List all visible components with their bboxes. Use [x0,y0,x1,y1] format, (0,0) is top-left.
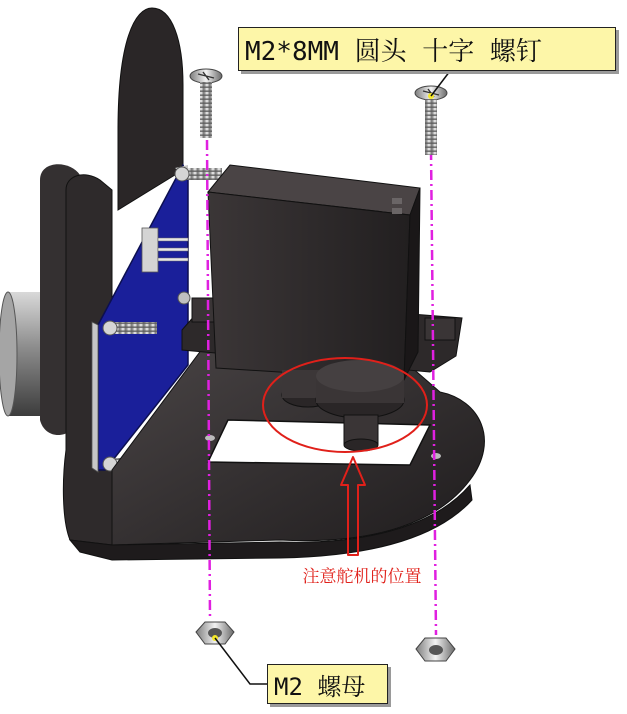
board-screw-icon [112,322,157,334]
nut-leader-line [215,638,267,684]
nut-callout [267,664,388,704]
screw-right-icon [415,86,447,155]
screw-callout-label: M2*8MM 圆头 十字 螺钉 [245,36,542,67]
screw-callout [238,27,616,71]
nut-left-icon [196,622,234,644]
bracket-back-ear [118,8,183,210]
nut-callout-label: M2 螺母 [274,672,366,701]
nut-right-icon [416,638,455,661]
servo-position-note: 注意舵机的位置 [302,567,422,587]
screw-left-icon [190,69,222,138]
